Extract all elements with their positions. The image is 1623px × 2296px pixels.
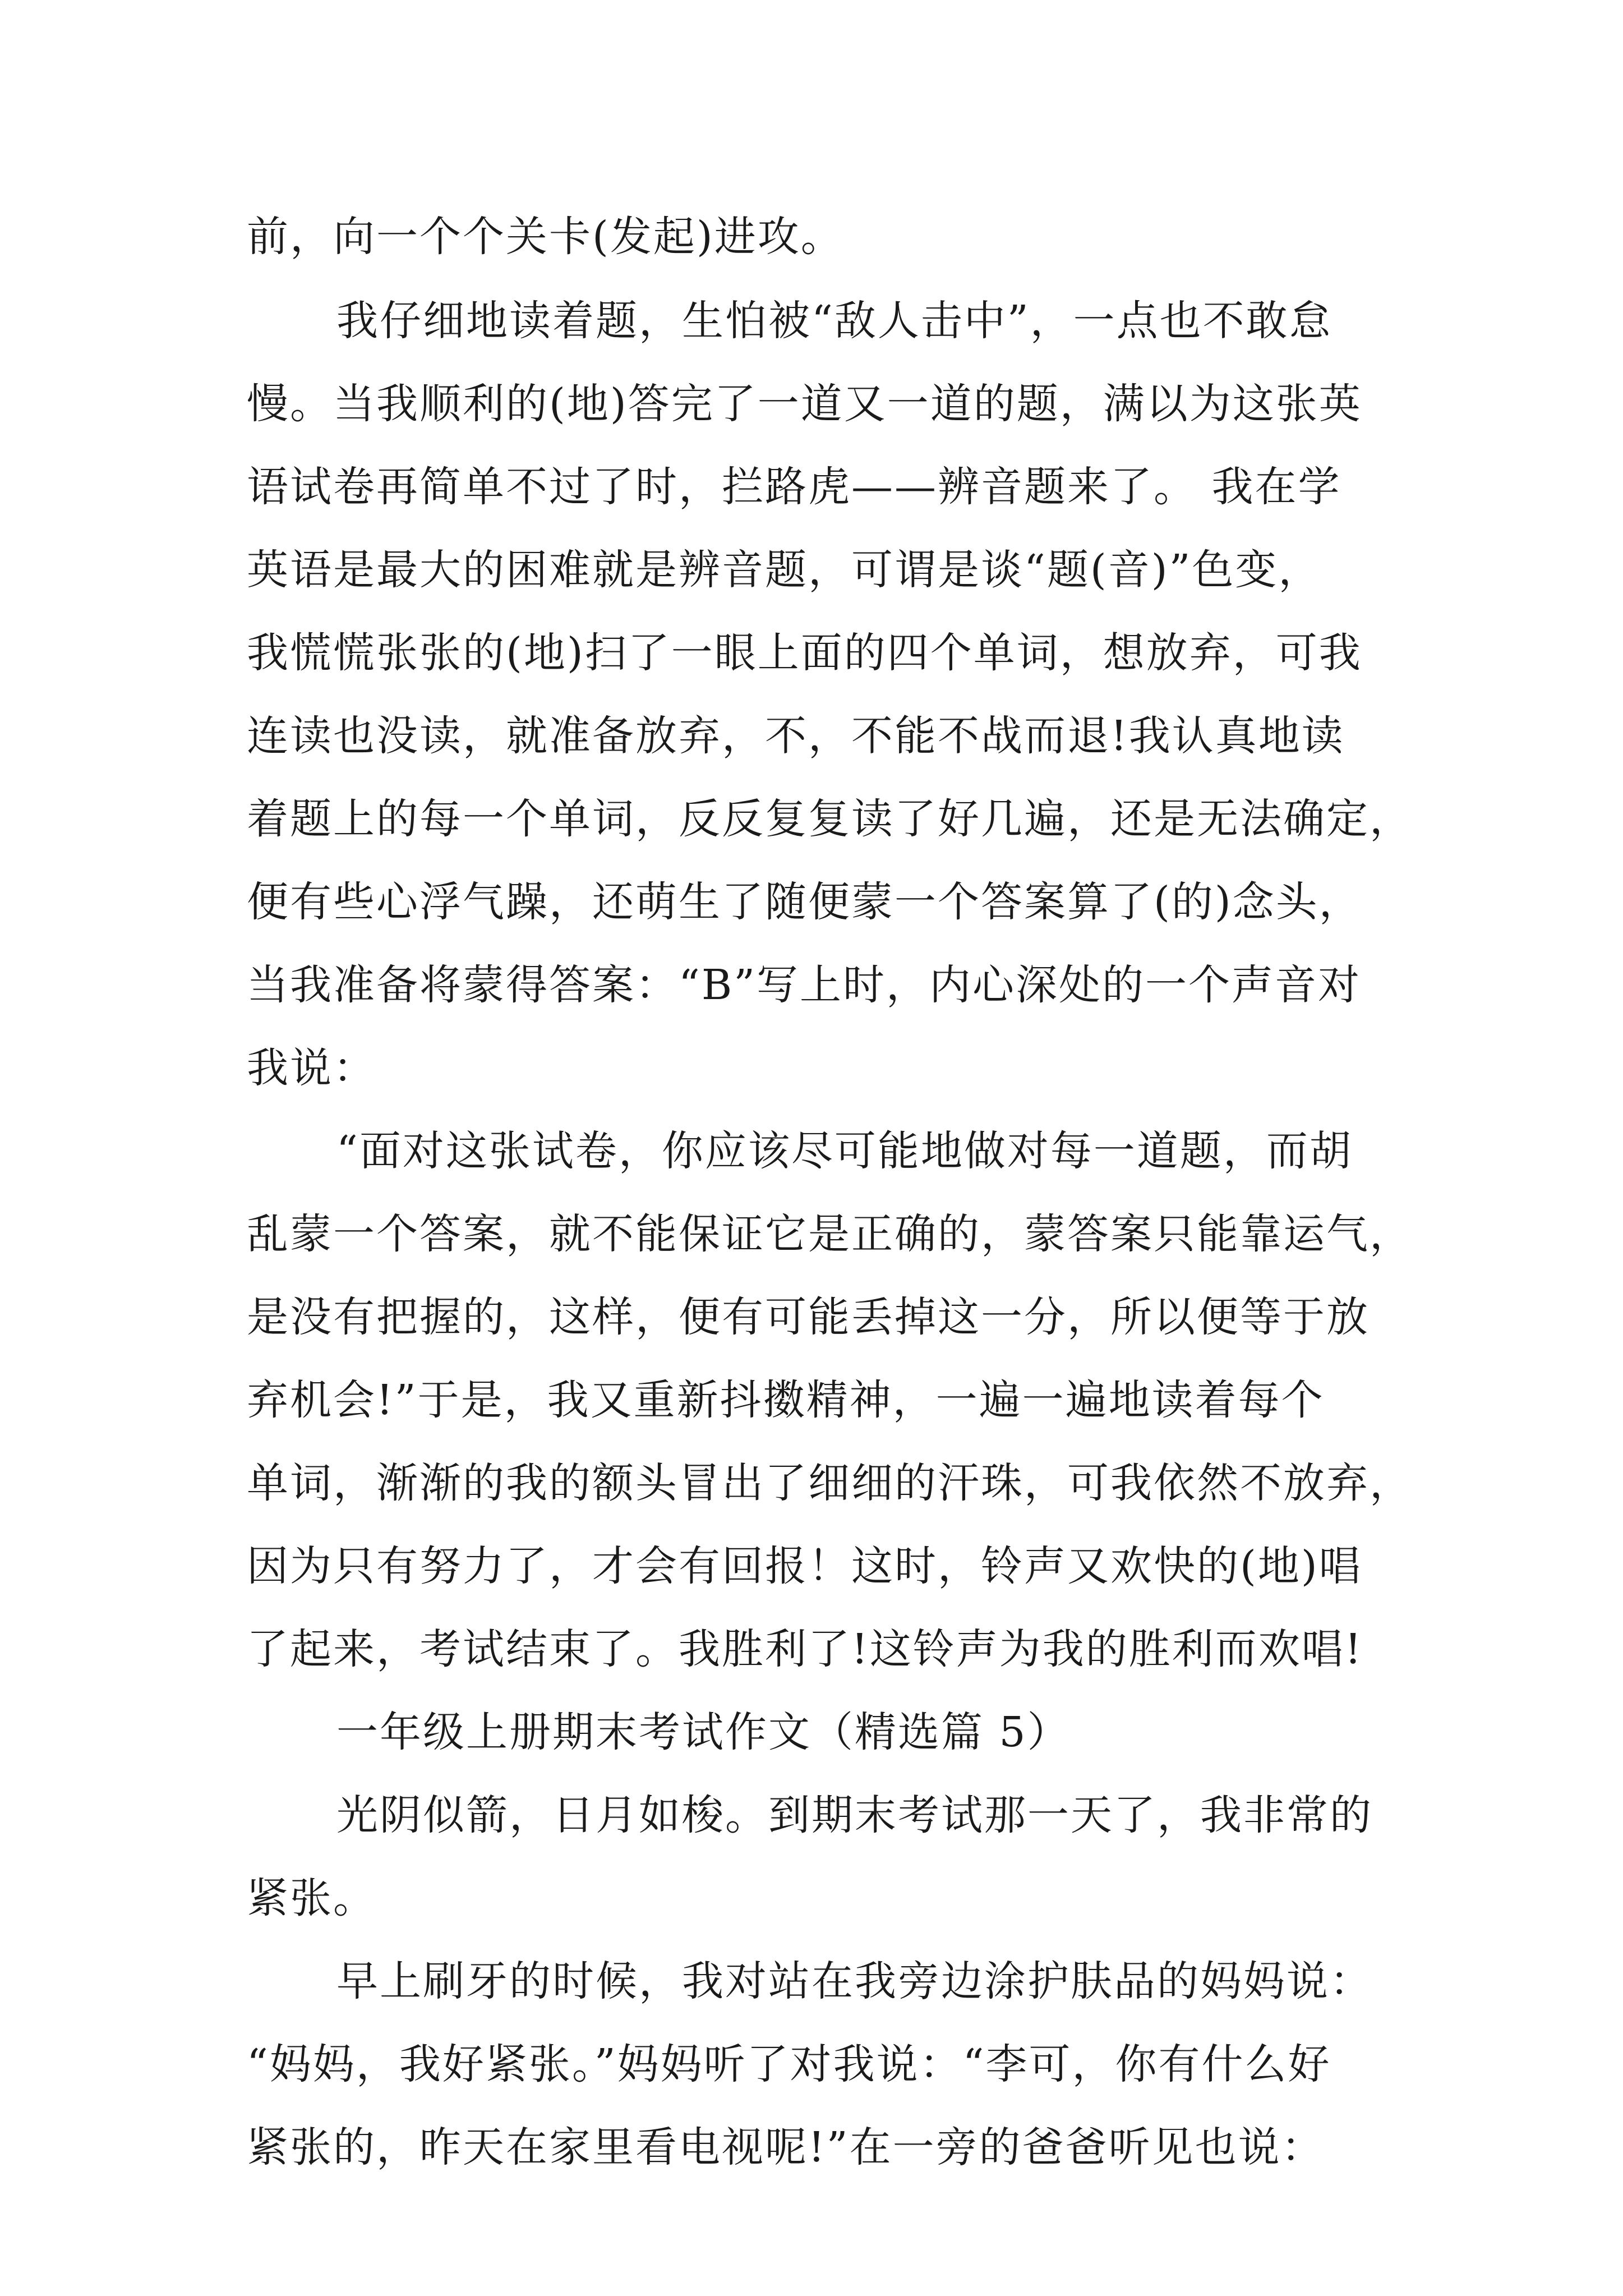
text-line: 英语是最大的困难就是辨音题，可谓是谈“题(音)”色变， [247,546,1322,594]
text-line: 前，向一个个关卡(发起)进攻。 [247,213,844,261]
text-line: “妈妈，我好紧张。”妈妈听了对我说：“李可，你有什么好 [247,2040,1331,2088]
text-line: 我说： [247,1044,376,1092]
text-line: 是没有把握的，这样，便有可能丢掉这一分，所以便等于放 [247,1293,1370,1341]
text-line: 着题上的每一个单词，反反复复读了好几遍，还是无法确定， [247,795,1413,843]
text-line: 连读也没读，就准备放弃，不，不能不战而退!我认真地读 [247,712,1345,760]
text-line: 因为只有努力了，才会有回报！这时，铃声又欢快的(地)唱 [247,1542,1362,1590]
text-line: 便有些心浮气躁，还萌生了随便蒙一个答案算了(的)念头， [247,878,1362,926]
text-line: 慢。当我顺利的(地)答完了一道又一道的题，满以为这张英 [247,380,1362,428]
text-line: 单词，渐渐的我的额头冒出了细细的汗珠，可我依然不放弃， [247,1459,1413,1507]
text-line: 我仔细地读着题，生怕被“敌人击中”，一点也不敢怠 [336,297,1332,345]
text-line: 早上刷牙的时候，我对站在我旁边涂护肤品的妈妈说： [336,1957,1373,2005]
text-line: 乱蒙一个答案，就不能保证它是正确的，蒙答案只能靠运气， [247,1210,1413,1258]
text-line: 紧张的，昨天在家里看电视呢!”在一旁的爸爸听见也说： [247,2123,1325,2171]
text-line: 了起来，考试结束了。我胜利了!这铃声为我的胜利而欢唱! [247,1625,1363,1673]
text-line: 紧张。 [247,1874,376,1922]
text-line: “面对这张试卷，你应该尽可能地做对每一道题，而胡 [336,1127,1353,1175]
text-line: 语试卷再简单不过了时，拦路虎——辨音题来了。 我在学 [247,463,1341,511]
text-line: 弃机会!”于是，我又重新抖擞精神，一遍一遍地读着每个 [247,1376,1325,1424]
section-heading: 一年级上册期末考试作文（精选篇 5） [336,1708,1071,1756]
text-line: 我慌慌张张的(地)扫了一眼上面的四个单词，想放弃，可我 [247,629,1362,677]
text-line: 当我准备将蒙得答案：“B”写上时，内心深处的一个声音对 [247,961,1362,1009]
text-line: 光阴似箭，日月如梭。到期末考试那一天了，我非常的 [336,1791,1373,1839]
